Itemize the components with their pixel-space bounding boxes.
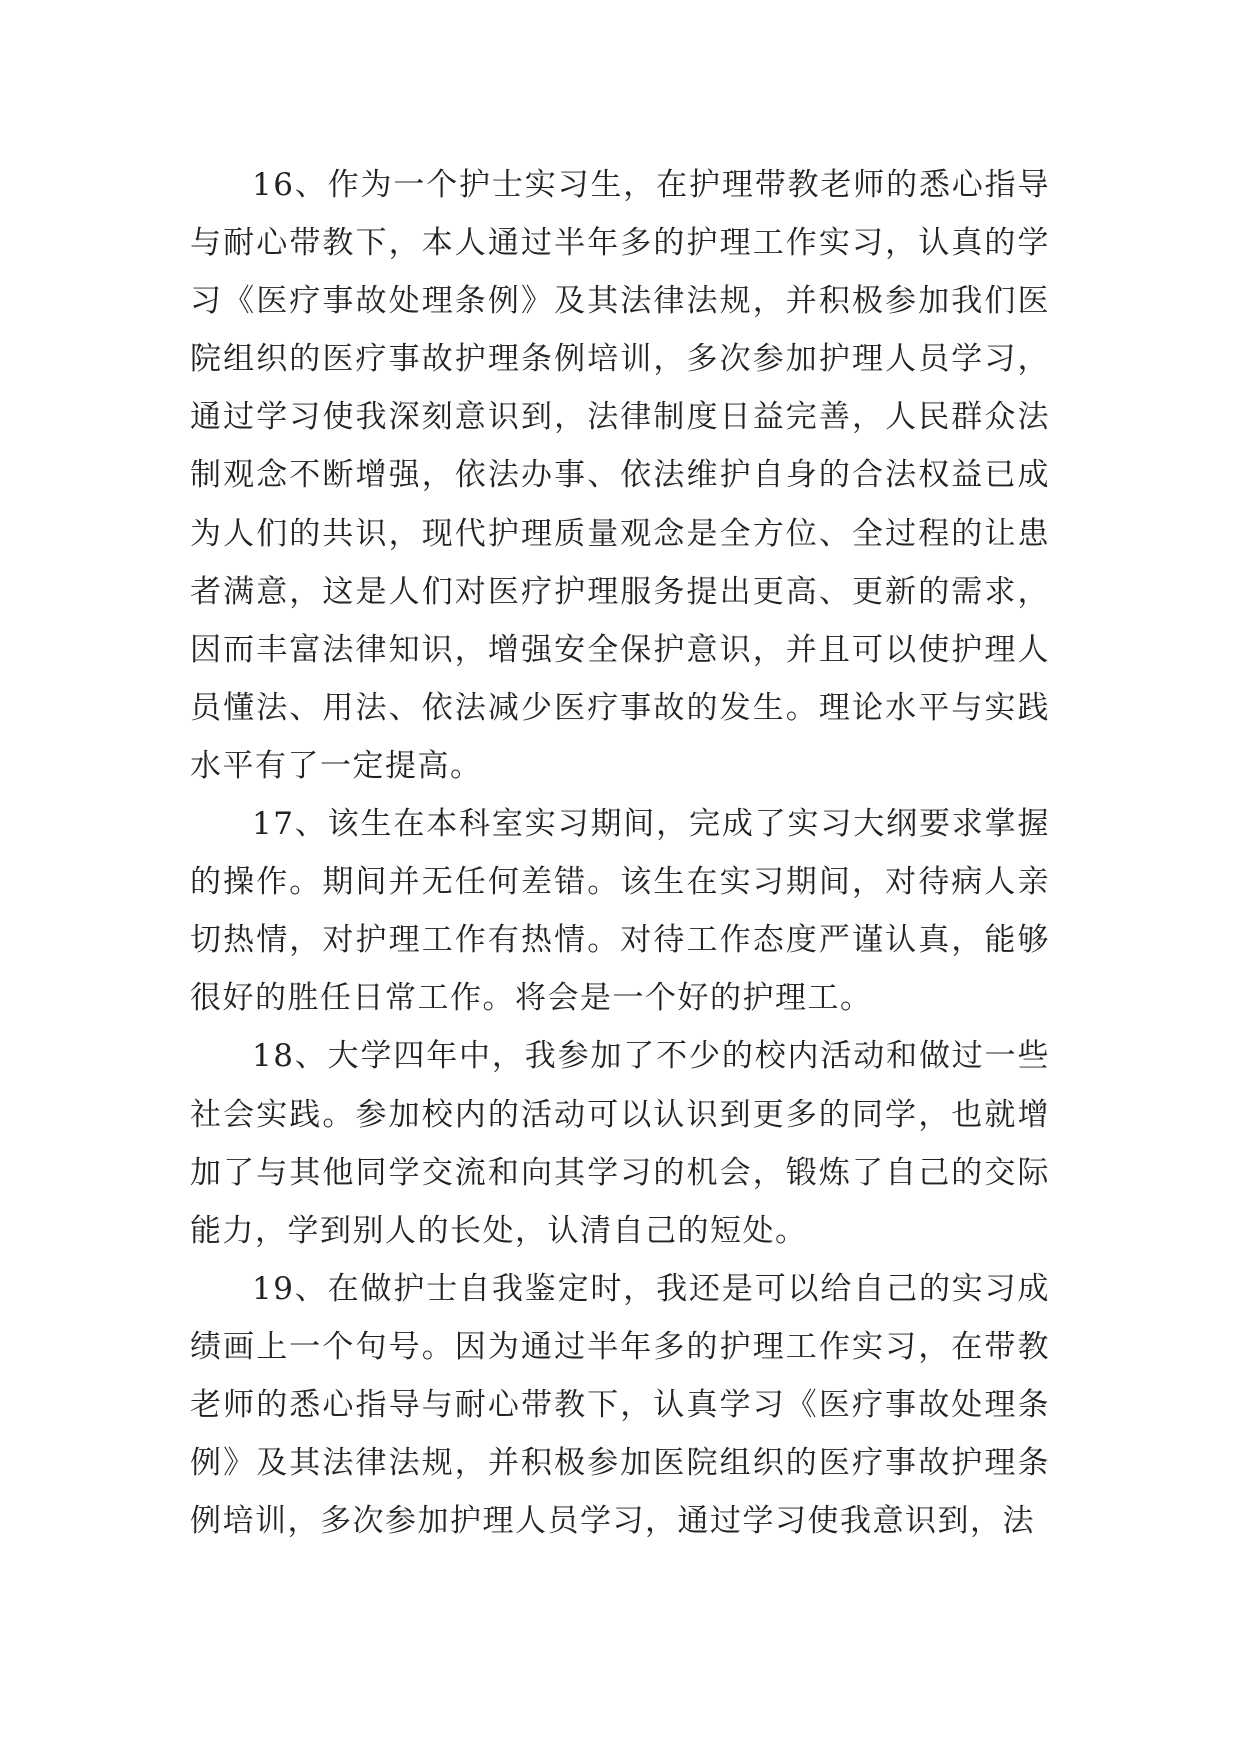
paragraph-19: 19、在做护士自我鉴定时，我还是可以给自己的实习成绩画上一个句号。因为通过半年多的护理工作实习，在带教老师的悉心指导与耐心带教下，认真学习《医疗事故处理条例》及其法律法规，并积极参加医院组织的医疗事故护理条例培训，多次参加护理人员学习，通过学习使我意识到，法 xyxy=(190,1270,1050,1540)
paragraph-17: 17、该生在本科室实习期间，完成了实习大纲要求掌握的操作。期间并无任何差错。该生在实习期间，对待病人亲切热情，对护理工作有热情。对待工作态度严谨认真，能够很好的胜任日常工作。将会是一个好的护理工。 xyxy=(190,806,1050,1017)
document-body xyxy=(190,156,1050,1550)
paragraph-18: 18、大学四年中，我参加了不少的校内活动和做过一些社会实践。参加校内的活动可以认识到更多的同学，也就增加了与其他同学交流和向其学习的机会，锻炼了自己的交际能力，学到别人的长处，认清自己的短处。 xyxy=(190,1038,1050,1249)
paragraph-16: 16、作为一个护士实习生，在护理带教老师的悉心指导与耐心带教下，本人通过半年多的护理工作实习，认真的学习《医疗事故处理条例》及其法律法规，并积极参加我们医院组织的医疗事故护理条例培训，多次参加护理人员学习，通过学习使我深刻意识到，法律制度日益完善，人民群众法制观念不断增强，依法办事、依法维护自身的合法权益已成为人们的共识，现代护理质量观念是全方位、全过程的让患者满意，这是人们对医疗护理服务提出更高、更新的需求，因而丰富法律知识，增强安全保护意识，并且可以使护理人员懂法、用法、依法减少医疗事故的发生。理论水平与实践水平有了一定提高。 xyxy=(190,167,1050,784)
